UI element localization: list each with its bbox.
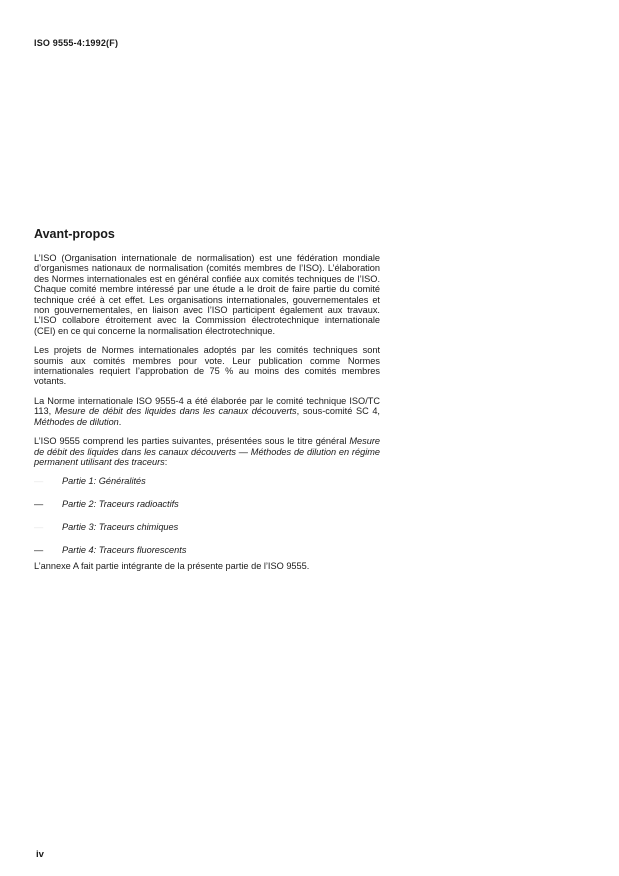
paragraph-committee <box>34 396 380 427</box>
dash-bullet: — <box>34 499 44 510</box>
annex-note: L’annexe A fait partie intégrante de la présente partie de l’ISO 9555. <box>34 561 310 572</box>
page-number: iv <box>36 849 44 860</box>
dash-bullet: — <box>34 545 44 556</box>
paragraph-parts-intro <box>34 436 380 467</box>
list-item <box>34 476 380 499</box>
italic-title: Mesure de débit des liquides dans les canaux découverts <box>54 406 297 417</box>
list-item-label: Partie 1: Généralités <box>62 476 146 487</box>
text-segment: La Norme internationale ISO 9555-4 a été élaborée par le comité technique ISO/TC 113, <box>34 395 380 417</box>
text-segment: . <box>118 416 122 427</box>
paragraph-voting: Les projets de Normes internationales adoptés par les comités techniques sont soumis aux comités membres pour vote. Leur publication comme Normes internationales requiert l’approbation de 75 % au moins des comités membres votants. <box>34 345 380 387</box>
list-item-label: Partie 3: Traceurs chimiques <box>62 522 179 533</box>
text-segment: : <box>164 456 168 467</box>
list-item <box>34 499 380 522</box>
list-item-label: Partie 2: Traceurs radioactifs <box>62 499 179 510</box>
list-item-label: Partie 4: Traceurs fluorescents <box>62 545 187 556</box>
text-segment: L’ISO 9555 comprend les parties suivantes, présentées sous le titre général <box>34 436 350 447</box>
list-item <box>34 522 380 545</box>
section-title: Avant-propos <box>34 227 115 241</box>
text-segment: , sous-comité SC 4, <box>296 406 380 417</box>
italic-title: Mesure de débit des liquides dans les canaux découverts — Méthodes de dilution en régime permanent utilisant des traceurs <box>34 436 380 467</box>
dash-bullet: — <box>34 476 44 487</box>
italic-title: Méthodes de dilution <box>34 416 119 427</box>
list-item <box>34 545 380 568</box>
paragraph-iso-description: L’ISO (Organisation internationale de normalisation) est une fédération mondiale d’organismes nationaux de normalisation (comités membres de l’ISO). L’élaboration des Normes internationales est en général confiée aux comités techniques de l’ISO. Chaque comité membre intéressé par une étude a le droit de faire partie du comité technique créé à cet effet. Les organisations internationales, gouvernementales et non gouvernementales, en liaison avec l’ISO participent également aux travaux. L’ISO collabore étroitement avec la Commission électrotechnique internationale (CEI) en ce qui concerne la normalisation électrotechnique. <box>34 253 380 336</box>
parts-list <box>34 476 380 568</box>
dash-bullet: — <box>34 522 44 533</box>
foreword-body <box>34 253 380 581</box>
document-header-id: ISO 9555-4:1992(F) <box>34 38 119 48</box>
